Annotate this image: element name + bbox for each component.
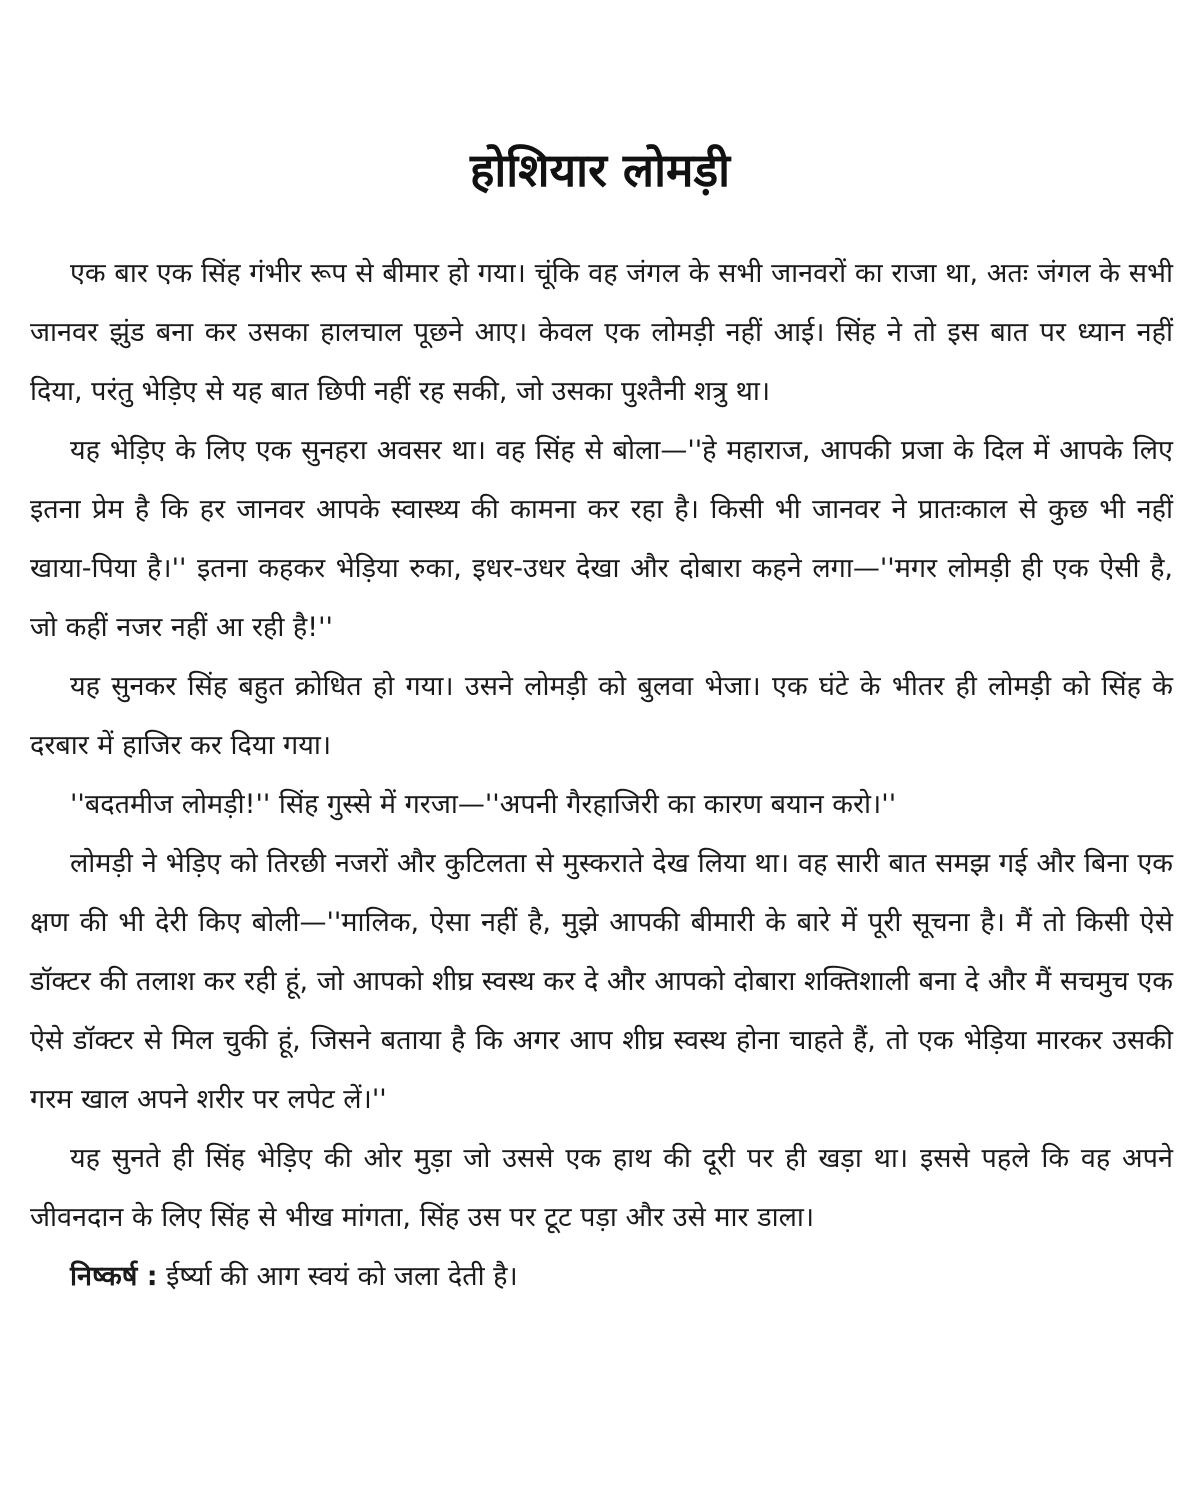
paragraph-3: यह सुनकर सिंह बहुत क्रोधित हो गया। उसने लोमड़ी को बुलवा भेजा। एक घंटे के भीतर ही लोमड़ी को सिंह के दरबार में हाजिर कर दिया गया। [30, 671, 1173, 761]
moral-label: निष्कर्ष : [70, 1261, 158, 1292]
paragraph-2: यह भेड़िए के लिए एक सुनहरा अवसर था। वह सिंह से बोला—''हे महाराज, आपकी प्रजा के दिल में आपके लिए इतना प्रेम है कि हर जानवर आपके स्वास्थ्य की कामना कर रहा है। किसी भी जानवर ने प्रातःकाल से कुछ भी नहीं खाया-पिया है।'' इतना कहकर भेड़िया रुका, इधर-उधर देखा और दोबारा कहने लगा—''मगर लोमड़ी ही एक ऐसी है, जो कहीं नजर नहीं आ रही है!'' [30, 435, 1173, 643]
paragraph-1: एक बार एक सिंह गंभीर रूप से बीमार हो गया। चूंकि वह जंगल के सभी जानवरों का राजा था, अतः जंगल के सभी जानवर झुंड बना कर उसका हालचाल पूछने आए। केवल एक लोमड़ी नहीं आई। सिंह ने तो इस बात पर ध्यान नहीं दिया, परंतु भेड़िए से यह बात छिपी नहीं रह सकी, जो उसका पुश्तैनी शत्रु था। [30, 258, 1173, 407]
moral-paragraph [30, 1247, 1173, 1306]
paragraph-6: यह सुनते ही सिंह भेड़िए की ओर मुड़ा जो उससे एक हाथ की दूरी पर ही खड़ा था। इससे पहले कि वह अपने जीवनदान के लिए सिंह से भीख मांगता, सिंह उस पर टूट पड़ा और उसे मार डाला। [30, 1143, 1173, 1233]
paragraph-5: लोमड़ी ने भेड़िए को तिरछी नजरों और कुटिलता से मुस्कराते देख लिया था। वह सारी बात समझ गई और बिना एक क्षण की भी देरी किए बोली—''मालिक, ऐसा नहीं है, मुझे आपकी बीमारी के बारे में पूरी सूचना है। मैं तो किसी ऐसे डॉक्टर की तलाश कर रही हूं, जो आपको शीघ्र स्वस्थ कर दे और आपको दोबारा शक्तिशाली बना दे और मैं सचमुच एक ऐसे डॉक्टर से मिल चुकी हूं, जिसने बताया है कि अगर आप शीघ्र स्वस्थ होना चाहते हैं, तो एक भेड़िया मारकर उसकी गरम खाल अपने शरीर पर लपेट लें।'' [30, 848, 1173, 1115]
paragraph-4: ''बदतमीज लोमड़ी!'' सिंह गुस्से में गरजा—''अपनी गैरहाजिरी का कारण बयान करो।'' [70, 789, 897, 820]
story-body [30, 244, 1173, 1306]
story-title: होशियार लोमड़ी [469, 143, 731, 197]
moral-text: ईर्ष्या की आग स्वयं को जला देती है। [166, 1261, 518, 1292]
